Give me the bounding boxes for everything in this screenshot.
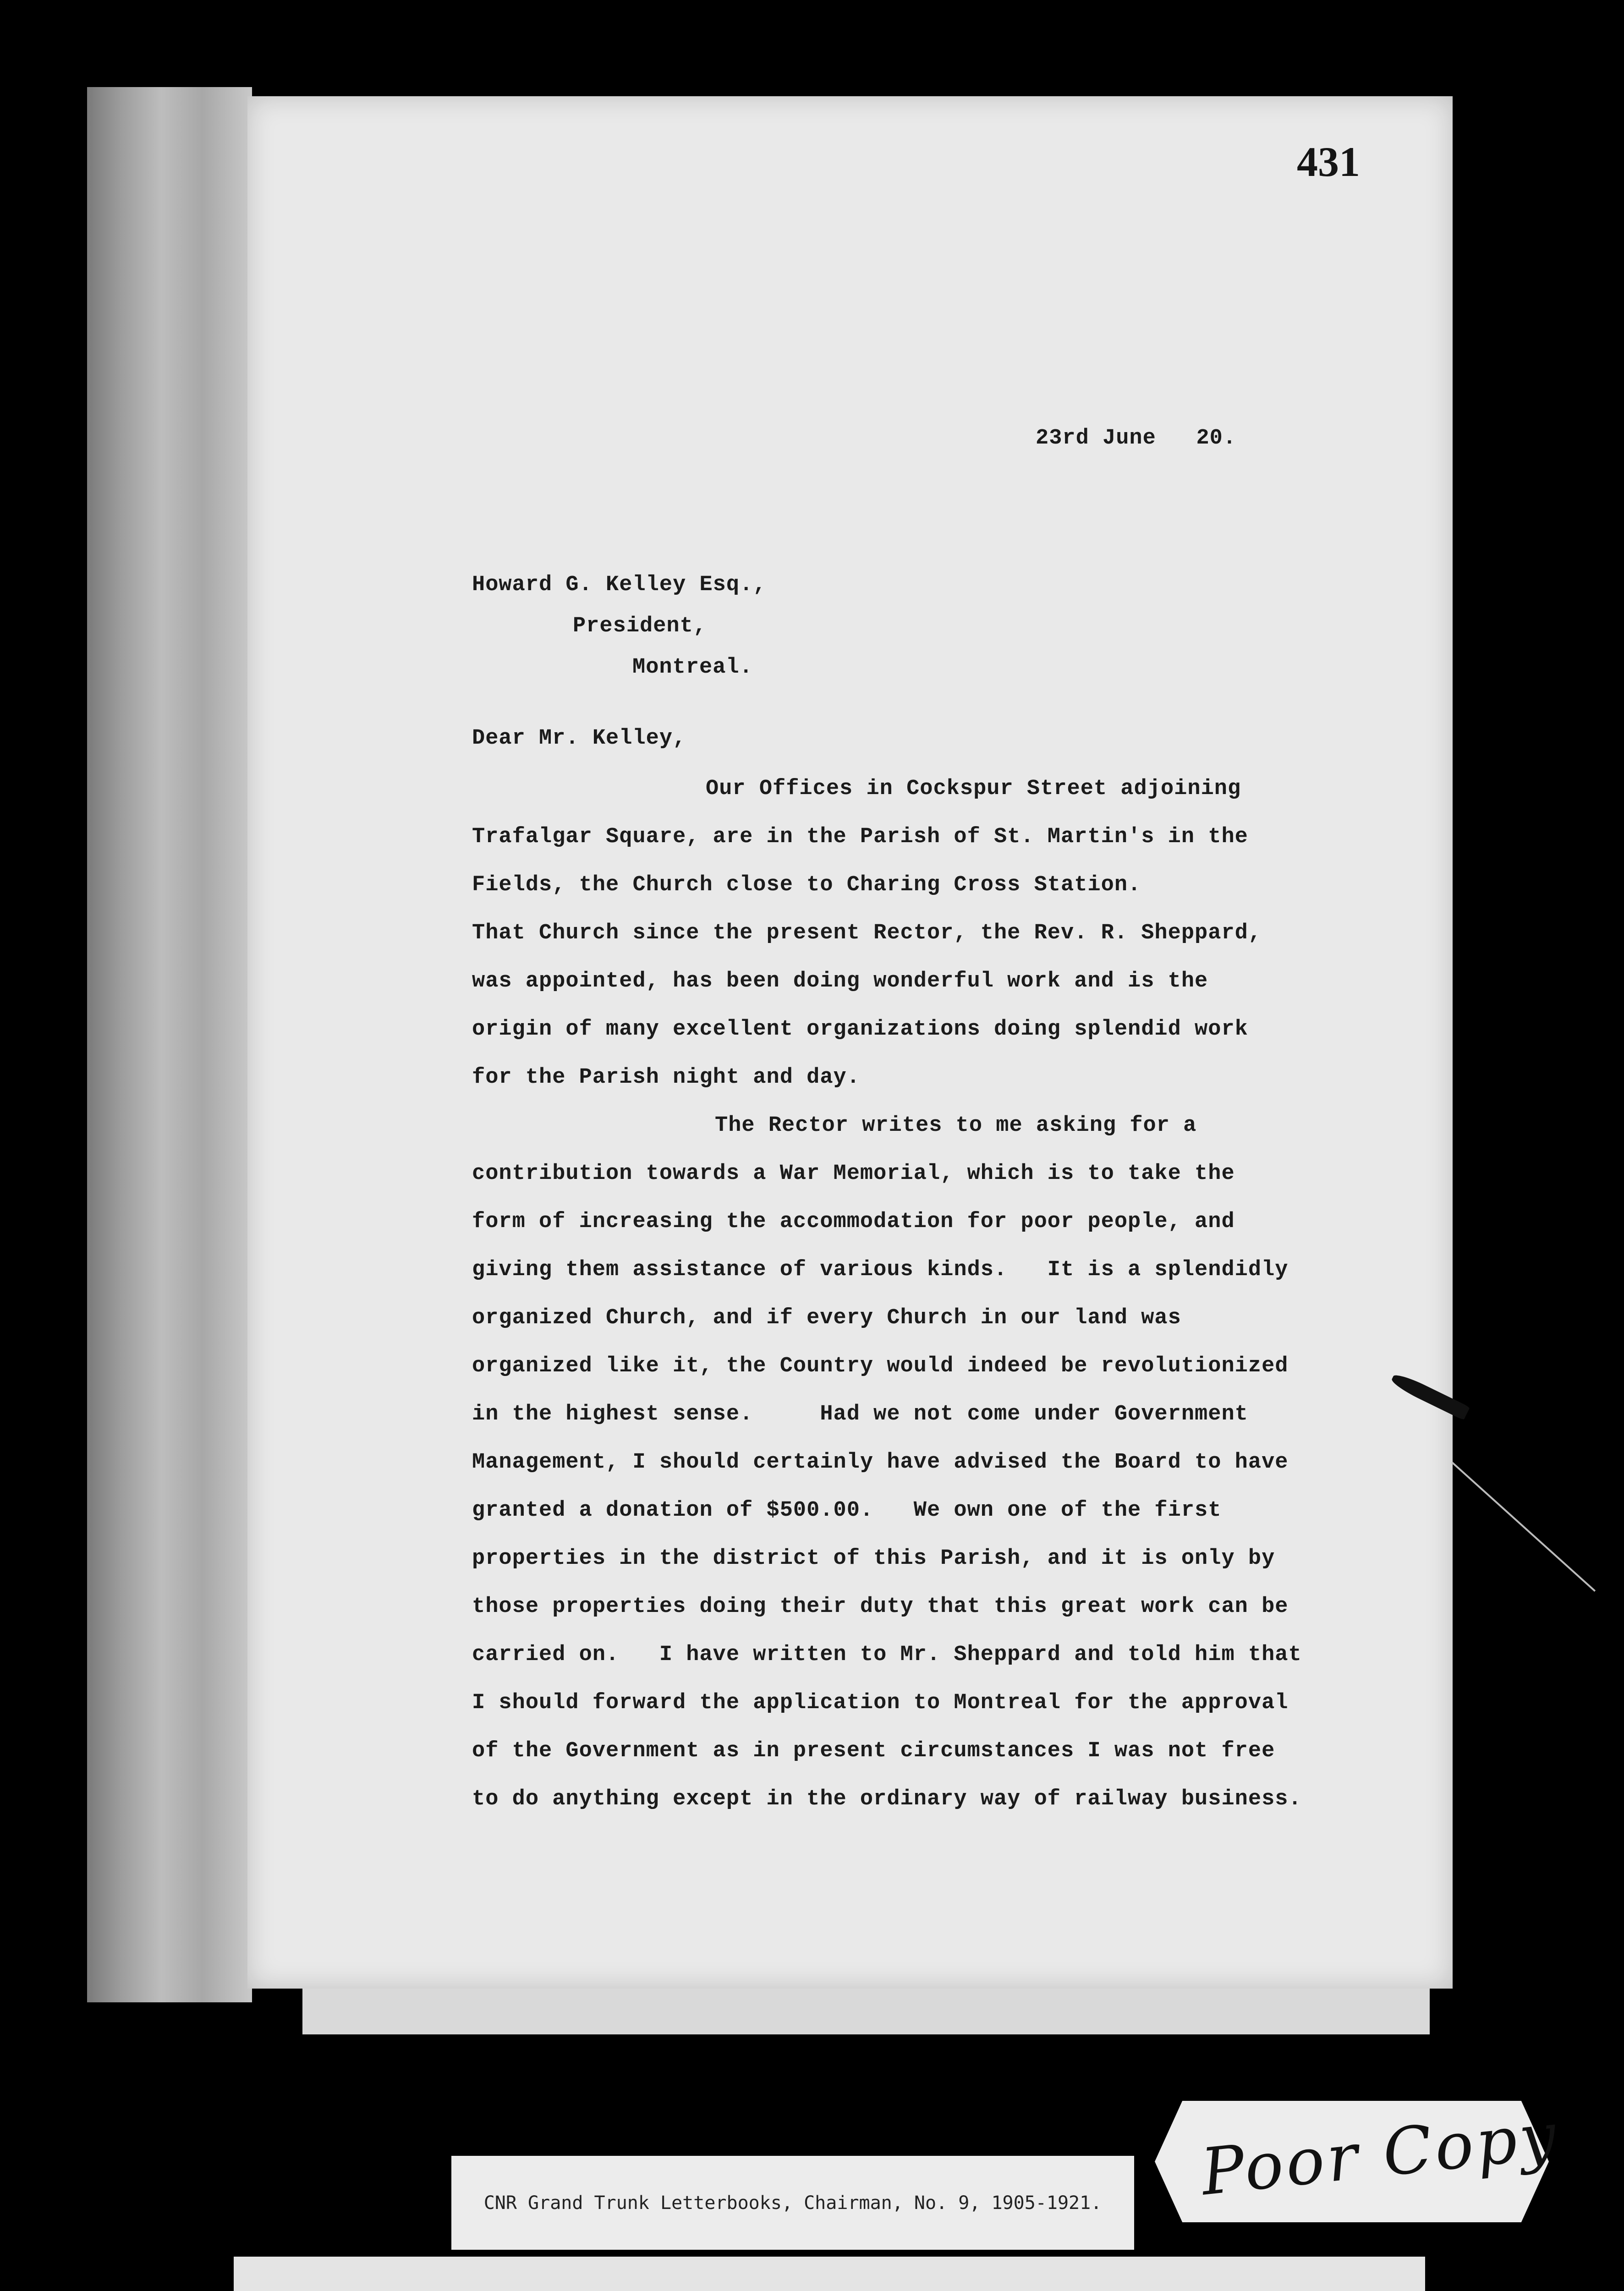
collection-label: CNR Grand Trunk Letterbooks, Chairman, No. 9, 1905-1921. bbox=[451, 2156, 1134, 2250]
body-line: The Rector writes to me asking for a bbox=[715, 1113, 1197, 1138]
body-line: origin of many excellent organizations doing splendid work bbox=[472, 1017, 1248, 1041]
body-line: Trafalgar Square, are in the Parish of St. Martin's in the bbox=[472, 825, 1248, 849]
body-line: I should forward the application to Montreal for the approval bbox=[472, 1691, 1289, 1715]
binding-strip bbox=[87, 87, 252, 2002]
page-number: 431 bbox=[1297, 138, 1360, 185]
poor-copy-note: Poor Copy bbox=[1197, 2098, 1563, 2210]
body-line: organized like it, the Country would indeed be revolutionized bbox=[472, 1354, 1289, 1378]
body-line: Our Offices in Cockspur Street adjoining bbox=[706, 777, 1241, 801]
body-line: of the Government as in present circumstances I was not free bbox=[472, 1739, 1275, 1763]
body-line: form of increasing the accommodation for poor people, and bbox=[472, 1210, 1235, 1234]
recipient-city: Montreal. bbox=[632, 655, 753, 680]
recipient-title: President, bbox=[573, 614, 707, 638]
body-line: Management, I should certainly have advised the Board to have bbox=[472, 1450, 1289, 1474]
body-line: was appointed, has been doing wonderful work and is the bbox=[472, 969, 1208, 993]
body-line: properties in the district of this Parish, and it is only by bbox=[472, 1546, 1275, 1571]
recipient-name: Howard G. Kelley Esq., bbox=[472, 573, 767, 597]
body-line: carried on. I have written to Mr. Sheppard and told him that bbox=[472, 1643, 1302, 1667]
body-line: granted a donation of $500.00. We own one of the first bbox=[472, 1498, 1222, 1523]
body-line: for the Parish night and day. bbox=[472, 1065, 860, 1090]
body-line: contribution towards a War Memorial, which is to take the bbox=[472, 1162, 1235, 1186]
body-line: That Church since the present Rector, the Rev. R. Sheppard, bbox=[472, 921, 1262, 945]
body-line: those properties doing their duty that this great work can be bbox=[472, 1595, 1289, 1619]
archives-stamp bbox=[234, 2257, 1425, 2291]
body-line: giving them assistance of various kinds. It is a splendidly bbox=[472, 1258, 1289, 1282]
body-line: to do anything except in the ordinary way of railway business. bbox=[472, 1787, 1302, 1811]
letter-date: 23rd June 20. bbox=[1036, 426, 1237, 450]
body-line: in the highest sense. Had we not come under Government bbox=[472, 1402, 1248, 1426]
letter-page bbox=[247, 96, 1453, 1989]
body-line: Fields, the Church close to Charing Cross Station. bbox=[472, 873, 1141, 897]
pointer-line bbox=[1451, 1462, 1596, 1592]
body-line: organized Church, and if every Church in our land was bbox=[472, 1306, 1181, 1330]
salutation: Dear Mr. Kelley, bbox=[472, 726, 686, 751]
